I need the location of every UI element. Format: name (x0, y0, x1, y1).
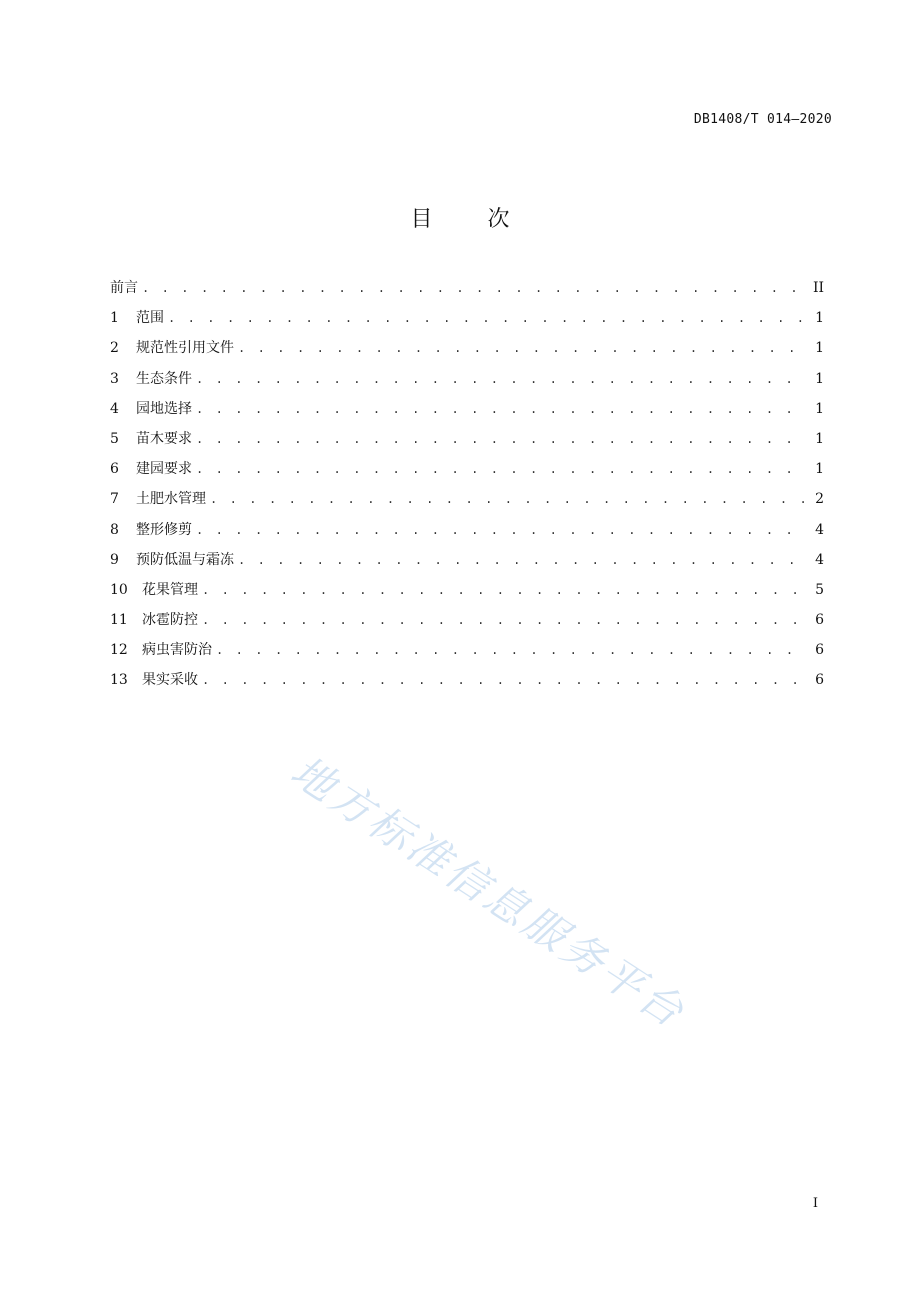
toc-entry-number: 13 (110, 672, 128, 689)
toc-leader-dots (142, 278, 806, 298)
toc-entry-label: 前言 (110, 280, 138, 296)
toc-entry-page: 1 (815, 310, 824, 327)
toc-entry-page: 4 (815, 551, 824, 568)
toc-leader-dots (202, 580, 806, 600)
table-of-contents (110, 278, 824, 701)
toc-leader-dots (216, 640, 806, 660)
toc-entry-label: 整形修剪 (136, 521, 192, 538)
toc-entry-page: 6 (815, 612, 824, 629)
toc-entry-label: 苗木要求 (136, 430, 192, 447)
toc-entry-number: 10 (110, 581, 128, 598)
toc-entry-page: II (812, 280, 824, 296)
toc-entry-number: 9 (110, 551, 119, 568)
toc-entry-number: 7 (110, 491, 119, 508)
toc-entry-number: 6 (110, 461, 119, 478)
toc-entry-page: 4 (815, 521, 824, 538)
toc-entry-page: 1 (815, 461, 824, 478)
toc-entry-3[interactable] (110, 369, 824, 399)
toc-entry-foreword[interactable] (110, 278, 824, 308)
toc-entry-number: 4 (110, 400, 119, 417)
toc-leader-dots (238, 338, 806, 358)
toc-leader-dots (202, 610, 806, 630)
toc-entry-page: 2 (815, 491, 824, 508)
toc-entry-13[interactable] (110, 670, 824, 700)
watermark: 地方标准信息服务平台 (282, 746, 695, 1038)
toc-entry-label: 果实采收 (142, 672, 198, 689)
toc-entry-6[interactable] (110, 459, 824, 489)
toc-entry-page: 5 (815, 581, 824, 598)
toc-entry-label: 病虫害防治 (142, 642, 212, 659)
toc-entry-number: 12 (110, 642, 128, 659)
toc-entry-number: 11 (110, 612, 128, 629)
toc-entry-label: 生态条件 (136, 370, 192, 387)
toc-entry-page: 1 (815, 400, 824, 417)
toc-leader-dots (168, 308, 806, 328)
toc-entry-4[interactable] (110, 399, 824, 429)
toc-entry-7[interactable] (110, 489, 824, 519)
toc-leader-dots (196, 399, 806, 419)
toc-entry-page: 1 (815, 340, 824, 357)
toc-entry-label: 建园要求 (136, 461, 192, 478)
toc-entry-page: 6 (815, 672, 824, 689)
standard-code: DB1408/T 014—2020 (693, 112, 832, 127)
toc-entry-number: 2 (110, 340, 119, 357)
toc-entry-10[interactable] (110, 580, 824, 610)
toc-entry-page: 1 (815, 370, 824, 387)
toc-entry-label: 冰雹防控 (142, 612, 198, 629)
toc-entry-9[interactable] (110, 550, 824, 580)
toc-entry-2[interactable] (110, 338, 824, 368)
toc-entry-label: 花果管理 (142, 581, 198, 598)
toc-entry-number: 5 (110, 430, 119, 447)
toc-leader-dots (196, 369, 806, 389)
toc-entry-number: 1 (110, 310, 119, 327)
toc-entry-11[interactable] (110, 610, 824, 640)
toc-entry-label: 预防低温与霜冻 (136, 551, 234, 568)
toc-entry-1[interactable] (110, 308, 824, 338)
toc-entry-8[interactable] (110, 520, 824, 550)
toc-entry-label: 规范性引用文件 (136, 340, 234, 357)
page-number: I (812, 1196, 818, 1211)
toc-entry-12[interactable] (110, 640, 824, 670)
toc-leader-dots (196, 520, 806, 540)
toc-leader-dots (210, 489, 806, 509)
toc-leader-dots (196, 459, 806, 479)
toc-entry-label: 土肥水管理 (136, 491, 206, 508)
toc-entry-number: 8 (110, 521, 119, 538)
toc-title: 目 次 (410, 207, 534, 232)
toc-leader-dots (202, 670, 806, 690)
toc-entry-page: 6 (815, 642, 824, 659)
toc-entry-label: 范围 (136, 310, 164, 327)
toc-entry-5[interactable] (110, 429, 824, 459)
toc-leader-dots (196, 429, 806, 449)
toc-leader-dots (238, 550, 806, 570)
toc-entry-page: 1 (815, 430, 824, 447)
toc-entry-number: 3 (110, 370, 119, 387)
toc-entry-label: 园地选择 (136, 400, 192, 417)
